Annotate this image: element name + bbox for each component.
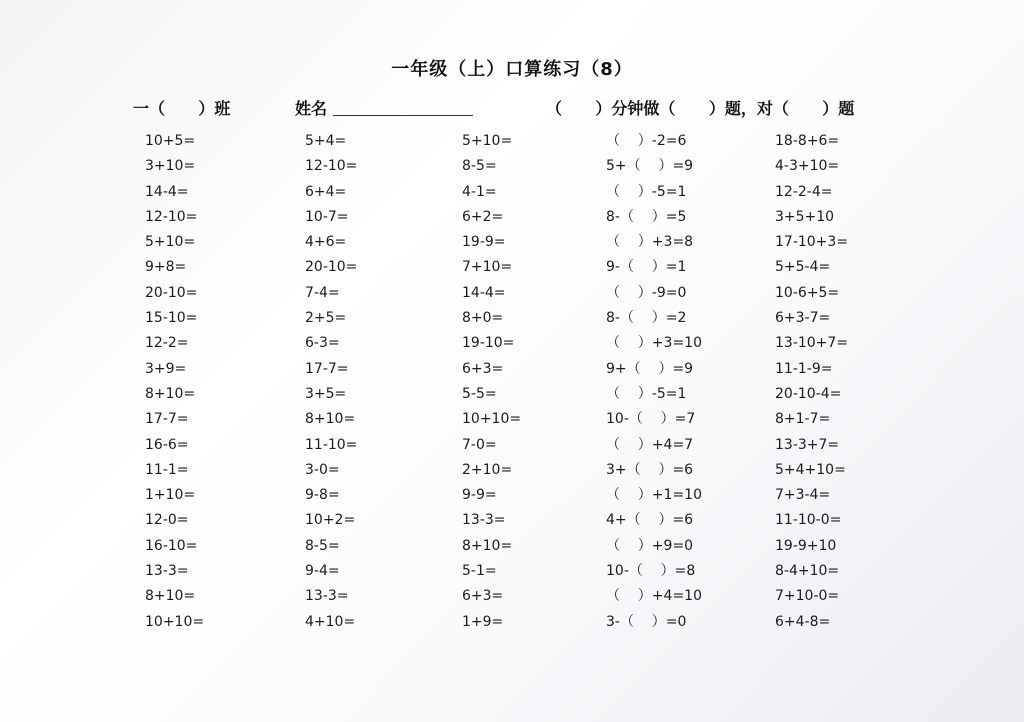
problem: 12-0= xyxy=(145,512,189,529)
problem: 10-7= xyxy=(305,208,349,225)
problem: 12-10= xyxy=(305,158,358,175)
problem-column-1 xyxy=(145,129,204,635)
problem: 5+10= xyxy=(462,133,513,149)
problem: 6+2= xyxy=(462,208,504,225)
problem: 8-4+10= xyxy=(775,563,840,580)
problem: 8-（ ）=5 xyxy=(606,208,687,225)
problem: 7+10= xyxy=(462,259,513,276)
problem: 2+10= xyxy=(462,461,513,478)
problem: 8-5= xyxy=(462,158,497,175)
worksheet-header xyxy=(0,96,1024,122)
problem: 8-（ ）=2 xyxy=(606,310,687,327)
problem: 10-6+5= xyxy=(775,284,840,301)
problem: 5+（ ）=9 xyxy=(606,158,694,175)
problem: （ ）+1=10 xyxy=(606,487,702,504)
problem: 11-10-0= xyxy=(775,512,842,529)
problem: 5+4+10= xyxy=(775,461,846,478)
problem: 8+1-7= xyxy=(775,411,831,428)
problem: 4+10= xyxy=(305,613,356,630)
problem: 6+3= xyxy=(462,360,504,377)
problem: 8+10= xyxy=(462,537,513,554)
problem: 10-（ ）=8 xyxy=(606,563,696,580)
problem: 5+10= xyxy=(145,234,196,251)
problem: 10+10= xyxy=(145,613,205,630)
problem: 5+4= xyxy=(305,133,347,149)
problem: 19-9+10 xyxy=(775,537,837,554)
problem: 5-5= xyxy=(462,385,497,402)
name-blank-line xyxy=(333,115,473,116)
problem: 9-4= xyxy=(305,563,340,580)
problem: 3+10= xyxy=(145,158,196,175)
problem: 7+3-4= xyxy=(775,487,831,504)
problem: 4-3+10= xyxy=(775,158,840,175)
problem: 7-4= xyxy=(305,284,340,301)
problem: 17-10+3= xyxy=(775,234,849,251)
problem: 1+9= xyxy=(462,613,504,630)
problem: （ ）+4=7 xyxy=(606,436,694,453)
name-label: 姓名 xyxy=(295,99,328,118)
problem: 20-10= xyxy=(145,284,198,301)
time-score-label: （ ）分钟做（ ）题，对（ ）题 xyxy=(546,99,855,118)
problem: 9-9= xyxy=(462,487,497,504)
problem: 10+10= xyxy=(462,411,522,428)
problem: 19-9= xyxy=(462,234,506,251)
class-label: 一（ ）班 xyxy=(133,99,231,118)
problem: 4+（ ）=6 xyxy=(606,512,694,529)
problem: 13-3= xyxy=(305,588,349,605)
problem: 3+5= xyxy=(305,385,347,402)
problem: 20-10-4= xyxy=(775,385,842,402)
problem: 17-7= xyxy=(305,360,349,377)
problem: 15-10= xyxy=(145,310,198,327)
problem: 4+6= xyxy=(305,234,347,251)
problem: 8+0= xyxy=(462,310,504,327)
problem: 9+（ ）=9 xyxy=(606,360,694,377)
problem: 10-（ ）=7 xyxy=(606,411,696,428)
problem: 7+10-0= xyxy=(775,588,840,605)
problem: 9-8= xyxy=(305,487,340,504)
problem: 9-（ ）=1 xyxy=(606,259,687,276)
problem: 12-10= xyxy=(145,208,198,225)
problem: 2+5= xyxy=(305,310,347,327)
problem: 5-1= xyxy=(462,563,497,580)
problem: 20-10= xyxy=(305,259,358,276)
problem: 5+5-4= xyxy=(775,259,831,276)
problem: （ ）-5=1 xyxy=(606,385,687,402)
problem: 12-2-4= xyxy=(775,183,833,200)
problem: 16-10= xyxy=(145,537,198,554)
problem: 16-6= xyxy=(145,436,189,453)
problem: 11-10= xyxy=(305,436,358,453)
problem-column-5 xyxy=(775,129,848,635)
problem: 3-（ ）=0 xyxy=(606,613,687,630)
problem: 14-4= xyxy=(145,183,189,200)
problem: 9+8= xyxy=(145,259,187,276)
problem: 6+4= xyxy=(305,183,347,200)
problem: 17-7= xyxy=(145,411,189,428)
problem: （ ）-5=1 xyxy=(606,183,687,200)
problem: 10+2= xyxy=(305,512,356,529)
problem-column-2 xyxy=(305,129,357,635)
problem: （ ）+3=8 xyxy=(606,234,694,251)
problem: 13-3+7= xyxy=(775,436,840,453)
problem: （ ）-2=6 xyxy=(606,133,687,149)
problem: 1+10= xyxy=(145,487,196,504)
problem: 11-1-9= xyxy=(775,360,833,377)
problem: 13-10+7= xyxy=(775,335,849,352)
problem: 3+（ ）=6 xyxy=(606,461,694,478)
problem-column-4 xyxy=(606,129,702,635)
problem: 13-3= xyxy=(462,512,506,529)
problem: 19-10= xyxy=(462,335,515,352)
problem: 4-1= xyxy=(462,183,497,200)
problem: 11-1= xyxy=(145,461,189,478)
problem: （ ）+9=0 xyxy=(606,537,694,554)
problem: 12-2= xyxy=(145,335,189,352)
problem: 13-3= xyxy=(145,563,189,580)
problem: 6+4-8= xyxy=(775,613,831,630)
problem: 6+3-7= xyxy=(775,310,831,327)
problem: 3-0= xyxy=(305,461,340,478)
problem: 8+10= xyxy=(305,411,356,428)
problem: 10+5= xyxy=(145,133,196,149)
problem-column-3 xyxy=(462,129,521,635)
problem: 18-8+6= xyxy=(775,133,840,149)
problem: 7-0= xyxy=(462,436,497,453)
problem: （ ）+4=10 xyxy=(606,588,702,605)
problem: 3+5+10 xyxy=(775,208,835,225)
problem: （ ）-9=0 xyxy=(606,284,687,301)
problem: 6+3= xyxy=(462,588,504,605)
worksheet-title: 一年级（上）口算练习（8） xyxy=(391,59,633,80)
problem: 8-5= xyxy=(305,537,340,554)
problem: 6-3= xyxy=(305,335,340,352)
problem: 8+10= xyxy=(145,385,196,402)
problem: （ ）+3=10 xyxy=(606,335,702,352)
problem: 8+10= xyxy=(145,588,196,605)
problem: 3+9= xyxy=(145,360,187,377)
problem: 14-4= xyxy=(462,284,506,301)
